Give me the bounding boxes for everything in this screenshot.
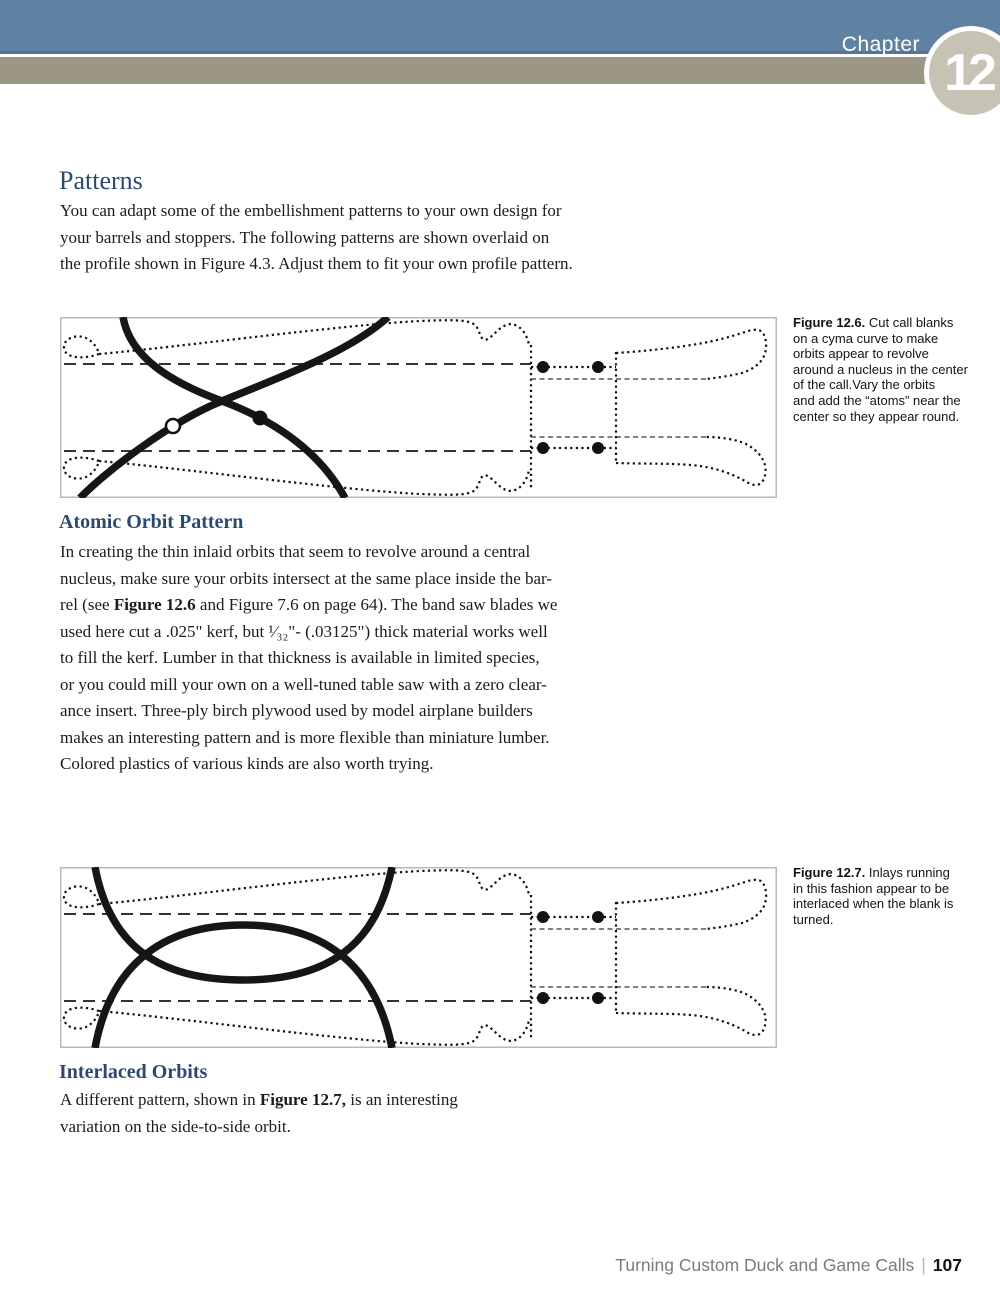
text-segment: A different pattern, shown in <box>60 1090 260 1109</box>
interlaced-orbits-paragraph <box>60 1087 700 1140</box>
bold-text-segment: Figure 12.7, <box>259 1090 346 1109</box>
text-segment: In creating the thin inlaid orbits that seem to revolve around a central <box>60 542 531 561</box>
text-line <box>60 251 700 278</box>
text-line <box>60 592 700 619</box>
figure-12-7-drawing <box>60 867 777 1048</box>
text-segment: and add the “atoms” near the <box>793 392 961 408</box>
figure-12-7 <box>60 867 777 1048</box>
text-segment: or you could mill your own on a well-tuned table saw with a zero clear- <box>60 674 547 694</box>
figure-12-6-caption <box>793 315 993 424</box>
text-line <box>60 672 700 699</box>
atomic-orbit-paragraph <box>60 539 700 778</box>
text-segment: around a nucleus in the center <box>793 361 968 377</box>
text-line <box>793 881 993 897</box>
text-segment: in this fashion appear to be <box>793 880 950 896</box>
text-line <box>793 362 993 378</box>
text-segment: is an interesting <box>345 1090 458 1109</box>
text-segment: Cut call blanks <box>865 315 954 330</box>
text-segment: used here cut a .025" kerf, but ¹⁄₃₂"- (.03125") thick material works well <box>60 621 548 641</box>
text-line <box>793 377 993 393</box>
footer-page-number: 107 <box>932 1255 962 1275</box>
text-line <box>60 645 700 672</box>
text-segment: center so they appear round. <box>793 408 960 424</box>
text-line <box>60 698 700 725</box>
footer-separator: | <box>921 1255 926 1275</box>
bold-text-segment: Figure 12.6 <box>113 595 196 614</box>
text-segment: your barrels and stoppers. The following patterns are shown overlaid on <box>60 227 550 247</box>
page-footer <box>615 1255 962 1276</box>
page-title: Patterns <box>59 166 143 195</box>
chapter-label: Chapter <box>841 33 920 56</box>
text-segment: of the call.Vary the orbits <box>793 377 936 393</box>
bold-text-segment: Figure 12.6. <box>793 315 866 330</box>
text-line <box>60 539 700 566</box>
figure-12-6 <box>60 317 777 498</box>
text-segment: variation on the side-to-side orbit. <box>60 1116 291 1136</box>
text-line <box>793 331 993 347</box>
figure-12-7-caption <box>793 865 993 927</box>
atom-filled-dot <box>253 411 268 426</box>
bold-text-segment: Figure 12.7. <box>793 865 866 880</box>
text-line <box>793 865 993 881</box>
text-segment: the profile shown in Figure 4.3. Adjust them to fit your own profile pattern. <box>60 254 573 273</box>
text-segment: Inlays running <box>865 865 950 880</box>
text-segment: orbits appear to revolve <box>793 346 929 362</box>
text-line <box>60 225 700 252</box>
text-line <box>793 346 993 362</box>
text-line <box>793 896 993 912</box>
intro-paragraph <box>60 198 700 278</box>
text-line <box>60 198 700 225</box>
text-line <box>60 566 700 593</box>
text-segment: to fill the kerf. Lumber in that thickness is available in limited species, <box>60 648 540 667</box>
text-segment: turned. <box>793 911 834 927</box>
text-segment: nucleus, make sure your orbits intersect at the same place inside the bar- <box>60 568 553 588</box>
chapter-number: 12 <box>944 44 992 102</box>
header-tan-band <box>0 57 1000 84</box>
figure-12-6-drawing <box>60 317 777 498</box>
text-line <box>60 619 700 646</box>
text-line <box>60 725 700 752</box>
section-heading-interlaced-orbits: Interlaced Orbits <box>59 1061 208 1083</box>
text-line <box>793 393 993 409</box>
text-line <box>793 409 993 425</box>
text-line <box>60 751 700 778</box>
text-segment: interlaced when the blank is <box>793 896 954 912</box>
text-segment: on a cyma curve to make <box>793 330 939 346</box>
text-line <box>60 1114 700 1141</box>
text-segment: You can adapt some of the embellishment patterns to your own design for <box>60 201 562 220</box>
text-segment: and Figure 7.6 on page 64). The band saw blades we <box>195 595 558 614</box>
section-heading-atomic-orbit: Atomic Orbit Pattern <box>59 511 244 533</box>
text-line <box>60 1087 700 1114</box>
text-line <box>793 315 993 331</box>
footer-book-title: Turning Custom Duck and Game Calls <box>615 1255 915 1275</box>
text-line <box>793 912 993 928</box>
text-segment: Colored plastics of various kinds are also worth trying. <box>60 754 434 773</box>
text-segment: makes an interesting pattern and is more flexible than miniature lumber. <box>60 727 550 747</box>
text-segment: ance insert. Three-ply birch plywood used by model airplane builders <box>60 701 533 720</box>
atom-open-circle <box>166 419 180 433</box>
text-segment: rel (see <box>60 595 114 614</box>
